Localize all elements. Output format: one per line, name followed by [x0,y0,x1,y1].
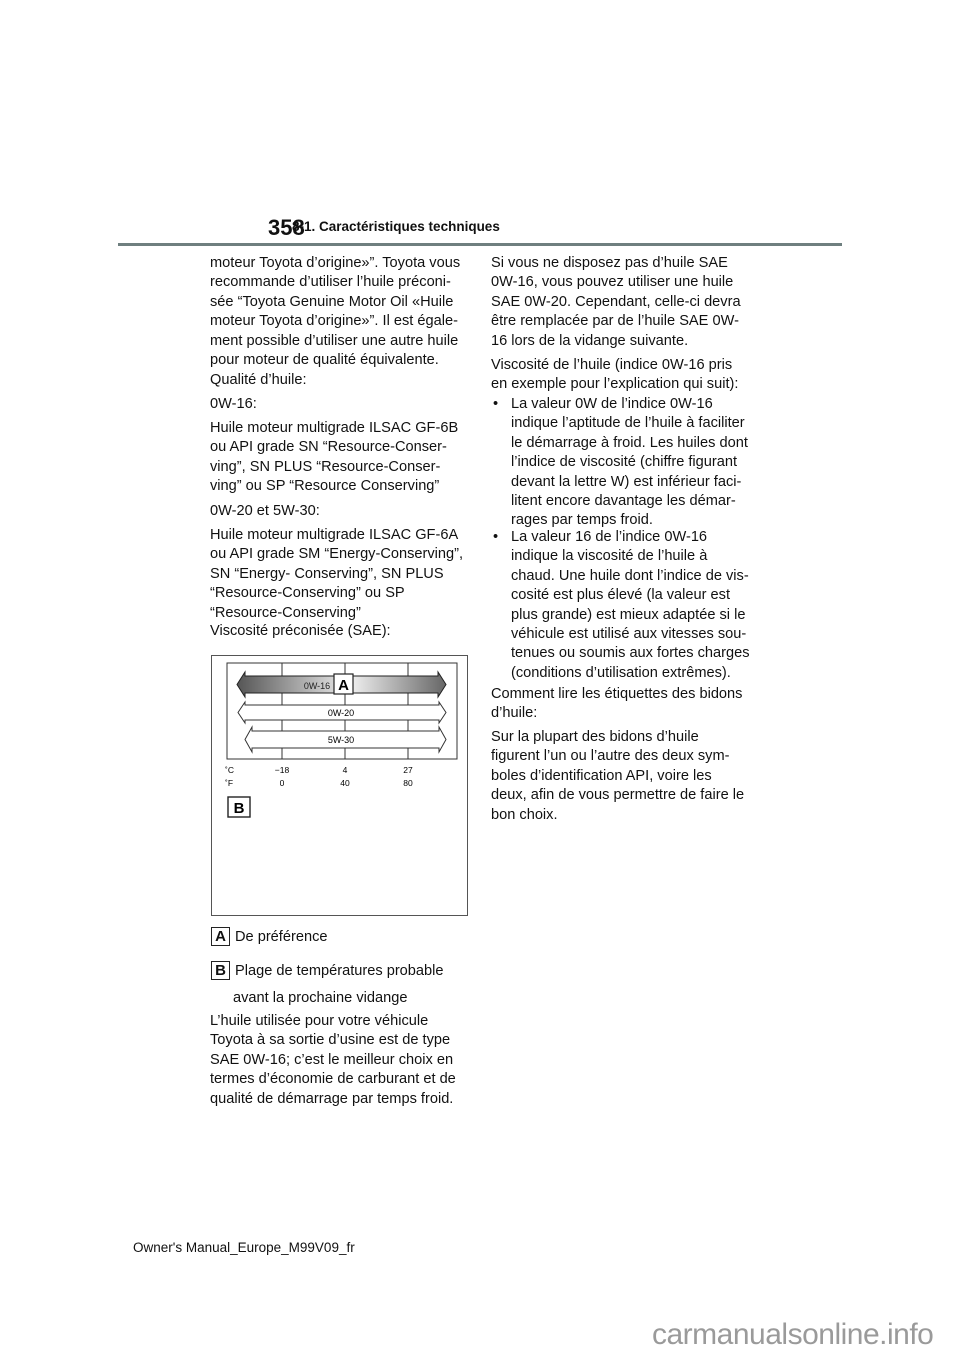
text-line: Huile moteur multigrade ILSAC GF-6B [210,420,459,436]
bullet-hot-viscosity [493,528,750,683]
text-line: ou API grade SN “Resource-Conser- [210,439,447,456]
text-line: (conditions d’utilisation extrêmes). [511,664,731,681]
legend-b [211,961,444,980]
legend-a [211,927,327,946]
text-line: 16 lors de la vidange suivante. [491,332,689,349]
text-line: bon choix. [491,806,558,823]
text-line: indique la viscosité de l’huile à [511,548,708,565]
text-line: “Resource-Conserving” [210,604,361,621]
text-line: Viscosité préconisée (SAE): [210,623,391,639]
legend-b-continuation [233,989,407,1008]
text-line: boles d’identification API, voire les [491,767,712,784]
legend-b-text: Plage de températures probable [235,962,444,979]
legend-a-text: De préférence [235,928,328,945]
text-line: être remplacée par de l’huile SAE 0W- [491,313,739,330]
fahrenheit-tick: 80 [403,778,413,788]
text-line: en exemple pour l’explication qui suit): [491,376,739,393]
text-line: d’huile: [491,705,538,722]
marker-a: A [338,677,349,694]
fahrenheit-label: ˚F [225,778,234,788]
celsius-tick: −18 [274,765,290,775]
grade-label-5w30: 5W-30 [327,735,355,745]
text-line: SAE 0W-16; c’est le meilleur choix en [210,1051,454,1068]
viscosity-diagram [211,655,468,916]
paragraph-viscosity-explain [491,356,738,395]
fahrenheit-tick: 0 [279,778,285,788]
paragraph-factory-oil [210,1012,456,1109]
text-line: moteur Toyota d’origine»”. Toyota vous [210,255,461,271]
text-line: Sur la plupart des bidons d’huile [491,729,699,745]
text-line: rages par temps froid. [511,512,653,529]
text-line: pour moteur de qualité équivalente. [210,351,439,368]
bullet-cold-start [493,395,748,531]
text-line: indique l’aptitude de l’huile à faciliter [511,415,745,432]
text-line: Viscosité de l’huile (indice 0W-16 pris [491,357,733,373]
legend-a-key: A [211,927,230,946]
legend-b-key: B [211,961,230,980]
bullet-text [511,395,748,531]
text-line: sée “Toyota Genuine Motor Oil «Huile [210,293,454,310]
paragraph-0w16-spec [210,419,458,497]
paragraph-viscosity-heading [210,622,391,641]
footer-manual-id: Owner's Manual_Europe_M99V09_fr [133,1240,355,1255]
text-line: plus grande) est mieux adaptée si le [511,606,746,623]
text-line: ving” ou SP “Resource Conserving” [210,478,440,495]
text-line: “Resource-Conserving” ou SP [210,585,405,602]
text-line: 0W-16: [210,396,257,412]
fahrenheit-tick: 40 [340,778,350,788]
text-line: cosité est plus élevé (la valeur est [511,587,731,604]
text-line: le démarrage à froid. Les huiles dont [511,434,748,451]
text-line: tenues ou soumis aux fortes charges [511,645,750,662]
celsius-label: ˚C [225,765,234,775]
text-line: chaud. Une huile dont l’indice de vis- [511,567,749,584]
text-line: La valeur 16 de l’indice 0W-16 [511,529,708,545]
text-line: La valeur 0W de l’indice 0W-16 [511,396,713,412]
grade-label-0w20: 0W-20 [327,708,355,718]
text-line: véhicule est utilisé aux vitesses sou- [511,626,747,643]
marker-b: B [233,800,245,817]
text-line: Toyota à sa sortie d’usine est de type [210,1032,451,1049]
text-line: Comment lire les étiquettes des bidons [491,686,743,702]
header-divider [118,243,842,246]
text-line: devant la lettre W) est inférieur faci- [511,473,742,490]
text-line: Qualité d’huile: [210,372,307,388]
text-line: termes d’économie de carburant et de [210,1071,456,1088]
text-line: ou API grade SM “Energy-Conserving”, [210,546,464,563]
section-title: 8-1. Caractéristiques techniques [292,219,500,234]
text-line: l’indice de viscosité (chiffre figurant [511,454,738,471]
paragraph-oil-quality [210,371,307,390]
paragraph-labels-heading [491,685,742,724]
text-line: recommande d’utiliser l’huile préconi- [210,274,451,291]
paragraph-0w16-heading [210,395,257,414]
bullet-icon: • [493,396,499,412]
text-line: 0W-20 et 5W-30: [210,503,320,519]
paragraph-intro [210,254,460,370]
text-line: moteur Toyota d’origine»”. Il est égale- [210,313,458,330]
text-line: Si vous ne disposez pas d’huile SAE [491,255,728,271]
text-line: qualité de démarrage par temps froid. [210,1090,454,1107]
paragraph-api-symbols [491,728,744,825]
text-line: SN “Energy- Conserving”, SN PLUS [210,565,444,582]
text-line: figurent l’un ou l’autre des deux sym- [491,748,730,765]
paragraph-alternative-oil [491,254,741,351]
text-line: deux, afin de vous permettre de faire le [491,787,745,804]
text-line: Huile moteur multigrade ILSAC GF-6A [210,527,459,543]
grade-label-0w16: 0W-16 [303,681,331,691]
text-line: ving”, SN PLUS “Resource-Conser- [210,458,441,475]
paragraph-0w20-heading [210,502,320,521]
celsius-tick: 4 [342,765,348,775]
text-line: SAE 0W-20. Cependant, celle-ci devra [491,293,741,310]
text-line: L’huile utilisée pour votre véhicule [210,1013,429,1029]
text-line: avant la prochaine vidange [233,990,408,1006]
celsius-tick: 27 [403,765,413,775]
bullet-text [511,528,750,683]
paragraph-0w20-spec [210,526,463,623]
watermark: carmanualsonline.info [652,1318,934,1351]
text-line: litent encore davantage les démar- [511,493,736,510]
page-number: 358 [268,215,305,240]
bullet-icon: • [493,529,499,545]
text-line: ment possible d’utiliser une autre huile [210,332,459,349]
text-line: 0W-16, vous pouvez utiliser une huile [491,274,734,291]
